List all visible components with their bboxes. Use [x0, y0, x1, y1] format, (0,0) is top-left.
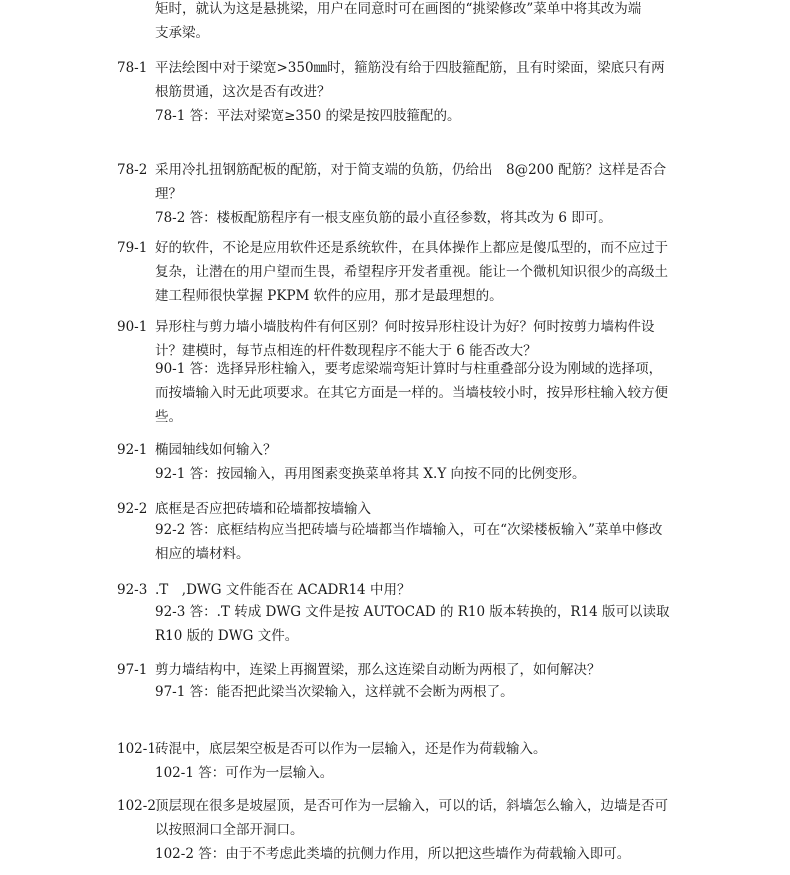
question-text: 椭园轴线如何输入？ [155, 442, 277, 458]
question-text: 异形柱与剪力墙小墙肢构件有何区别？何时按异形柱设计为好？何时按剪力墙构件设计？建模时，每节点相连的杆件数现程序不能大于 6 能否改大？ [155, 319, 655, 359]
answer-text: 92-1 答：按园输入，再用图素变换菜单将其 X.Y 向按不同的比例变形。 [155, 466, 586, 482]
question-text: .T ,DWG 文件能否在 ACADR14 中用？ [155, 582, 411, 598]
question-number: 102-2 [117, 798, 156, 814]
question-text: 平法绘图中对于梁宽>350㎜时，箍筋没有给于四肢箍配筋，且有时梁面，梁底只有两根筋贯通，这次是否有改进？ [155, 60, 665, 100]
answer-text: 90-1 答：选择异形柱输入，要考虑梁端弯矩计算时与柱重叠部分设为刚域的选择项，而按墙输入时无此项要求。在其它方面是一样的。当墙枝较小时，按异形柱输入较方便些。 [155, 361, 668, 425]
answer-text: 92-3 答：.T 转成 DWG 文件是按 AUTOCAD 的 R10 版本转换的，R14 版可以读取 R10 版的 DWG 文件。 [155, 604, 670, 644]
question-text: 好的软件，不论是应用软件还是系统软件，在具体操作上都应是傻瓜型的，而不应过于复杂，让潜在的用户望而生畏，希望程序开发者重视。能让一个微机知识很少的高级土建工程师很快掌握 PKPM 软件的应用，那才是最理想的。 [155, 240, 668, 304]
question-number: 79-1 [117, 240, 148, 256]
intro-line-1: 矩时，就认为这是悬挑梁，用户在同意时可在画图的“挑梁修改”菜单中将其改为端 [155, 1, 642, 17]
question-text: 剪力墙结构中，连梁上再搁置梁，那么这连梁自动断为两根了，如何解决？ [155, 662, 601, 678]
question-text: 采用冷扎扭钢筋配板的配筋，对于简支端的负筋，仍给出 8@200 配筋？这样是否合理？ [155, 162, 667, 202]
question-number: 90-1 [117, 319, 148, 335]
answer-text: 102-2 答：由于不考虑此类墙的抗侧力作用，所以把这些墙作为荷载输入即可。 [155, 846, 631, 862]
question-text: 底框是否应把砖墙和砼墙都按墙输入 [155, 501, 371, 517]
answer-text: 92-2 答：底框结构应当把砖墙与砼墙都当作墙输入，可在“次梁楼板输入”菜单中修改相应的墙材料。 [155, 522, 663, 562]
question-number: 97-1 [117, 662, 148, 678]
question-number: 78-2 [117, 162, 148, 178]
question-number: 92-2 [117, 501, 148, 517]
answer-text: 97-1 答：能否把此梁当次梁输入，这样就不会断为两根了。 [155, 684, 514, 700]
question-text: 砖混中，底层架空板是否可以作为一层输入，还是作为荷载输入。 [155, 741, 547, 757]
question-text: 顶层现在很多是坡屋顶，是否可作为一层输入，可以的话，斜墙怎么输入，边墙是否可以按照洞口全部开洞口。 [155, 798, 668, 838]
question-number: 78-1 [117, 60, 148, 76]
question-number: 102-1 [117, 741, 156, 757]
answer-text: 78-1 答：平法对梁宽≥350 的梁是按四肢箍配的。 [155, 108, 461, 124]
question-number: 92-1 [117, 442, 148, 458]
answer-text: 102-1 答：可作为一层输入。 [155, 765, 334, 781]
question-number: 92-3 [117, 582, 148, 598]
answer-text: 78-2 答：楼板配筋程序有一根支座负筋的最小直径参数，将其改为 6 即可。 [155, 210, 612, 226]
intro-line-2: 支承梁。 [155, 25, 209, 41]
